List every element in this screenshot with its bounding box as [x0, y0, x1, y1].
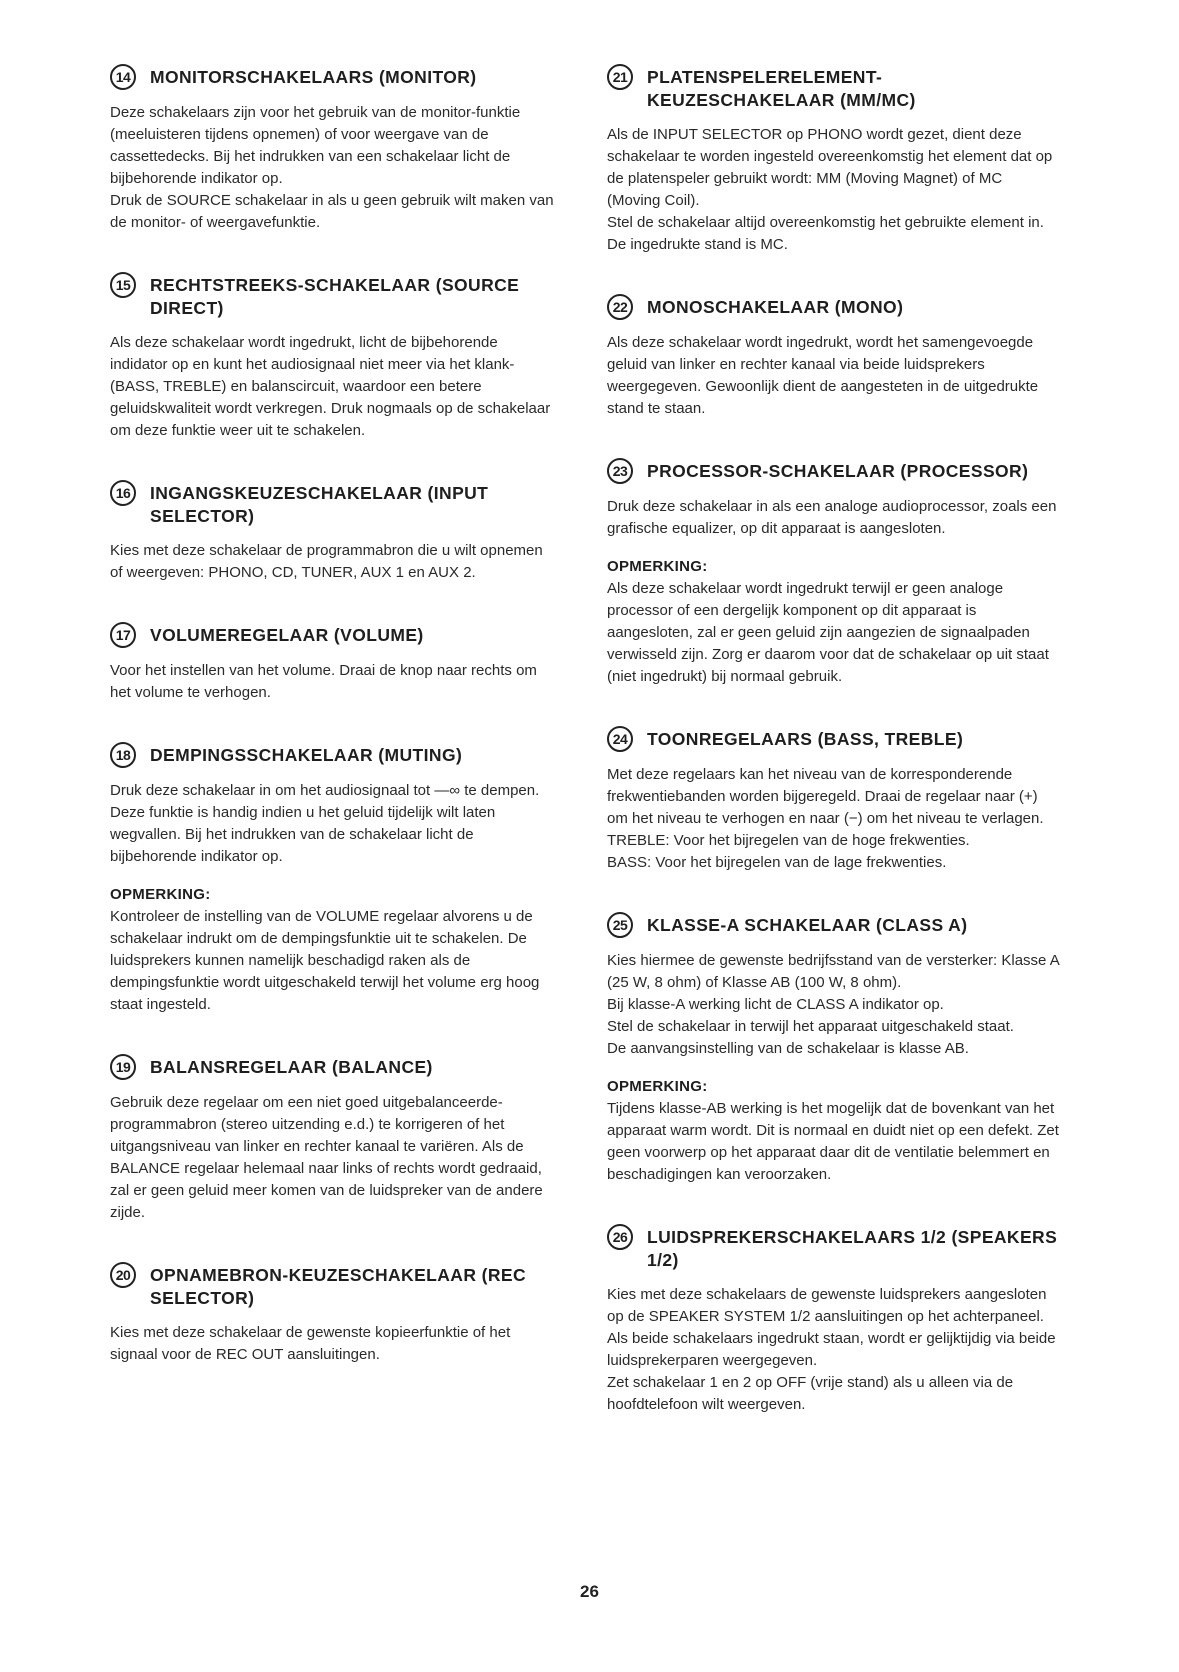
section-heading — [607, 728, 1059, 752]
section-rec-selector — [110, 1264, 555, 1366]
section-heading — [110, 1056, 555, 1080]
section-title: BALANSREGELAAR (BALANCE) — [150, 1057, 433, 1077]
section-number-badge: 21 — [607, 64, 633, 90]
section-paragraph: Druk de SOURCE schakelaar in als u geen gebruik wilt maken van de monitor- of weergavefunktie. — [110, 192, 554, 231]
section-number-badge: 20 — [110, 1262, 136, 1288]
section-title: KLASSE-A SCHAKELAAR (CLASS A) — [647, 915, 968, 935]
section-balance — [110, 1056, 555, 1224]
section-number-badge: 16 — [110, 480, 136, 506]
note-paragraph: Als deze schakelaar wordt ingedrukt terwijl er geen analoge processor of een dergelijk komponent op dit apparaat is aangesloten, zal er geen geluid zijn aangezien de signaalpaden verwisseld zijn. Zorg er daarom voor dat de schakelaar op uit staat (niet ingedrukt) bij normaal gebruik. — [607, 580, 1049, 685]
section-paragraph: De aanvangsinstelling van de schakelaar is klasse AB. — [607, 1040, 969, 1057]
section-number-badge: 19 — [110, 1054, 136, 1080]
section-paragraph: Gebruik deze regelaar om een niet goed uitgebalanceerde-programmabron (stereo uitzending e.d.) te korrigeren of het uitgangsniveau van linker en rechter kanaal te variëren. Als de BALANCE regelaar helemaal naar links of rechts wordt gedraaid, zal er geen geluid meer komen van de luidspreker van de andere zijde. — [110, 1094, 543, 1221]
section-muting — [110, 744, 555, 1016]
section-paragraph: Met deze regelaars kan het niveau van de korresponderende frekwentiebanden worden bijgeregeld. Draai de regelaar naar (+) om het niveau te verhogen en naar (−) om het niveau te verlagen. — [607, 766, 1044, 827]
section-paragraph: Stel de schakelaar altijd overeenkomstig het gebruikte element in. — [607, 214, 1044, 231]
section-heading — [607, 460, 1059, 484]
section-title: LUIDSPREKERSCHAKELAARS 1/2 (SPEAKERS 1/2) — [647, 1227, 1058, 1270]
section-mono — [607, 296, 1059, 420]
section-paragraph: Kies met deze schakelaar de programmabron die u wilt opnemen of weergeven: PHONO, CD, TUNER, AUX 1 en AUX 2. — [110, 542, 543, 581]
section-heading — [110, 1264, 555, 1310]
section-speakers — [607, 1226, 1059, 1416]
section-title: MONOSCHAKELAAR (MONO) — [647, 297, 904, 317]
section-heading — [607, 914, 1059, 938]
section-mm-mc — [607, 66, 1059, 256]
section-paragraph: Voor het instellen van het volume. Draai de knop naar rechts om het volume te verhogen. — [110, 662, 537, 701]
section-paragraph: Kies met deze schakelaars de gewenste luidsprekers aangesloten op de SPEAKER SYSTEM 1/2 aansluitingen op het achterpaneel. Als beide schakelaars ingedrukt staan, wordt er gelijktijdig via beide luidsprekerparen weergegeven. — [607, 1286, 1056, 1369]
section-heading — [110, 744, 555, 768]
section-paragraph: Kies met deze schakelaar de gewenste kopieerfunktie of het signaal voor de REC OUT aansluitingen. — [110, 1324, 511, 1363]
section-heading — [607, 296, 1059, 320]
section-paragraph: Zet schakelaar 1 en 2 op OFF (vrije stand) als u alleen via de hoofdtelefoon wilt weergeven. — [607, 1374, 1014, 1413]
section-number-badge: 22 — [607, 294, 633, 320]
section-number-badge: 17 — [110, 622, 136, 648]
section-heading — [110, 66, 555, 90]
section-paragraph: Stel de schakelaar in terwijl het apparaat uitgeschakeld staat. — [607, 1018, 1014, 1035]
section-paragraph: TREBLE: Voor het bijregelen van de hoge frekwenties. — [607, 832, 970, 849]
section-title: TOONREGELAARS (BASS, TREBLE) — [647, 729, 964, 749]
section-title: MONITORSCHAKELAARS (MONITOR) — [150, 67, 477, 87]
section-paragraph: Als de INPUT SELECTOR op PHONO wordt gezet, dient deze schakelaar te worden ingesteld overeenkomstig het element dat op de platenspeler gebruikt wordt: MM (Moving Magnet) of MC (Moving Coil). — [607, 126, 1053, 209]
section-number-badge: 24 — [607, 726, 633, 752]
section-paragraph: Kies hiermee de gewenste bedrijfsstand van de versterker: Klasse A (25 W, 8 ohm) of Klasse AB (100 W, 8 ohm). — [607, 952, 1059, 991]
section-tone — [607, 728, 1059, 874]
section-paragraph: Als deze schakelaar wordt ingedrukt, wordt het samengevoegde geluid van linker en rechter kanaal via beide luidsprekers weergegeven. Gewoonlijk dient de aangesteten in de uitgedrukte stand te staan. — [607, 334, 1039, 417]
note-paragraph: Tijdens klasse-AB werking is het mogelijk dat de bovenkant van het apparaat warm wordt. Dit is normaal en duidt niet op een defekt. Zet geen voorwerp op het apparaat daar dit de ventilatie belemmert en beschadigingen kan veroorzaken. — [607, 1100, 1059, 1183]
page-number: 26 — [580, 1582, 599, 1601]
note-heading: OPMERKING: — [110, 886, 211, 903]
section-source-direct — [110, 274, 555, 442]
section-title: DEMPINGSSCHAKELAAR (MUTING) — [150, 745, 463, 765]
left-column — [110, 66, 555, 1406]
section-title: RECHTSTREEKS-SCHAKELAAR (SOURCE DIRECT) — [150, 275, 520, 318]
section-number-badge: 14 — [110, 64, 136, 90]
section-heading — [110, 624, 555, 648]
section-paragraph: Als deze schakelaar wordt ingedrukt, licht de bijbehorende indidator op en kunt het audiosignaal niet meer via het klank- (BASS, TREBLE) en balanscircuit, waardoor een betere geluidskwaliteit wordt verkregen. Druk nogmaals op de schakelaar om deze funktie weer uit te schakelen. — [110, 334, 551, 439]
section-paragraph: Druk deze schakelaar in om het audiosignaal tot —∞ te dempen. Deze funktie is handig indien u het geluid tijdelijk wilt laten wegvallen. Bij het indrukken van de schakelaar licht de bijbehorende indikator op. — [110, 782, 540, 865]
section-number-badge: 25 — [607, 912, 633, 938]
note-paragraph: Kontroleer de instelling van de VOLUME regelaar alvorens u de schakelaar indrukt om de dempingsfunktie uit te schakelen. De luidsprekers kunnen namelijk beschadigd raken als de dempingsfunktie wordt uitgeschakeld terwijl het volume erg hoog staat ingesteld. — [110, 908, 540, 1013]
section-input-selector — [110, 482, 555, 584]
note-heading: OPMERKING: — [607, 558, 708, 575]
section-title: PLATENSPELERELEMENT-KEUZESCHAKELAAR (MM/MC) — [647, 67, 916, 110]
section-class-a — [607, 914, 1059, 1186]
note-heading: OPMERKING: — [607, 1078, 708, 1095]
right-column — [607, 66, 1059, 1456]
section-paragraph: De ingedrukte stand is MC. — [607, 236, 788, 253]
section-title: INGANGSKEUZESCHAKELAAR (INPUT SELECTOR) — [150, 483, 489, 526]
section-number-badge: 23 — [607, 458, 633, 484]
section-volume — [110, 624, 555, 704]
section-number-badge: 18 — [110, 742, 136, 768]
section-title: VOLUMEREGELAAR (VOLUME) — [150, 625, 424, 645]
section-title: OPNAMEBRON-KEUZESCHAKELAAR (REC SELECTOR) — [150, 1265, 527, 1308]
section-paragraph: Bij klasse-A werking licht de CLASS A indikator op. — [607, 996, 944, 1013]
section-paragraph: BASS: Voor het bijregelen van de lage frekwenties. — [607, 854, 947, 871]
section-title: PROCESSOR-SCHAKELAAR (PROCESSOR) — [647, 461, 1029, 481]
section-number-badge: 15 — [110, 272, 136, 298]
section-paragraph: Deze schakelaars zijn voor het gebruik van de monitor-funktie (meeluisteren tijdens opnemen) of voor weergave van de cassettedecks. Bij het indrukken van een schakelaar licht de bijbehorende indikator op. — [110, 104, 521, 187]
section-number-badge: 26 — [607, 1224, 633, 1250]
section-processor — [607, 460, 1059, 688]
section-paragraph: Druk deze schakelaar in als een analoge audioprocessor, zoals een grafische equalizer, op dit apparaat is aangesloten. — [607, 498, 1057, 537]
section-heading — [110, 482, 555, 528]
section-heading — [110, 274, 555, 320]
section-heading — [607, 66, 1059, 112]
section-heading — [607, 1226, 1059, 1272]
section-monitor — [110, 66, 555, 234]
